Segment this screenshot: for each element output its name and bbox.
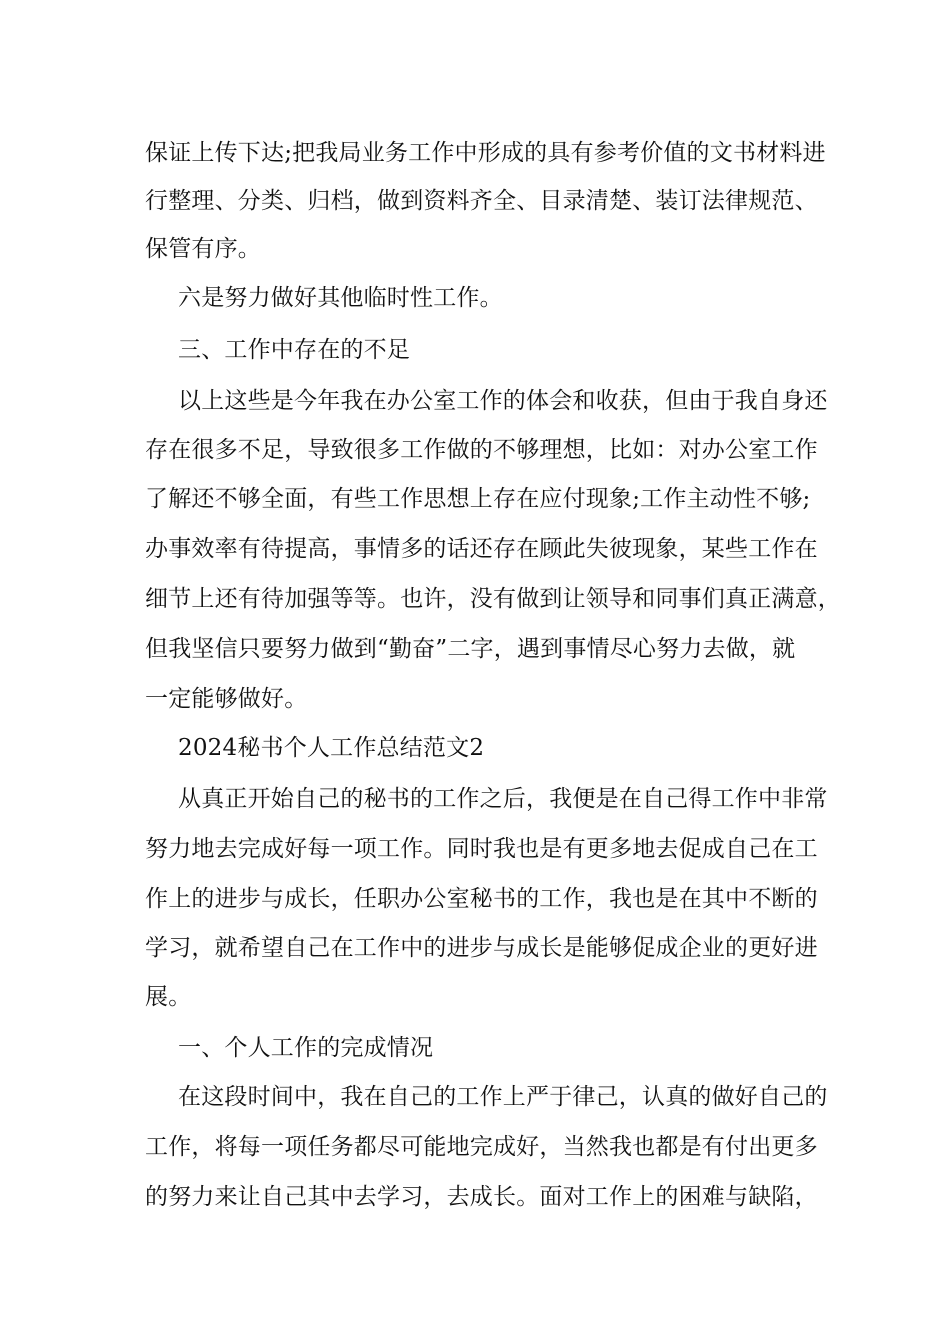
paragraph-line: 行整理、分类、归档，做到资料齐全、目录清楚、装订法律规范、 xyxy=(145,188,818,214)
paragraph-line: 在这段时间中，我在自己的工作上严于律己，认真的做好自己的 xyxy=(178,1084,828,1110)
paragraph-line: 但我坚信只要努力做到“勤奋”二字，遇到事情尽心努力去做，就 xyxy=(145,636,796,662)
section-heading: 一、个人工作的完成情况 xyxy=(178,1035,434,1061)
paragraph-line: 的努力来让自己其中去学习，去成长。面对工作上的困难与缺陷， xyxy=(145,1184,818,1210)
paragraph-line: 努力地去完成好每一项工作。同时我也是有更多地去促成自己在工 xyxy=(145,836,818,862)
section-heading: 三、工作中存在的不足 xyxy=(178,337,410,363)
paragraph-line: 一定能够做好。 xyxy=(145,686,308,712)
paragraph-line: 了解还不够全面，有些工作思想上存在应付现象;工作主动性不够; xyxy=(145,486,811,512)
paragraph-line: 存在很多不足，导致很多工作做的不够理想，比如：对办公室工作 xyxy=(145,437,818,463)
paragraph-line: 办事效率有待提高，事情多的话还存在顾此失彼现象，某些工作在 xyxy=(145,536,818,562)
paragraph-line: 工作，将每一项任务都尽可能地完成好，当然我也都是有付出更多 xyxy=(145,1134,818,1160)
paragraph-line: 以上这些是今年我在办公室工作的体会和收获，但由于我自身还 xyxy=(178,388,828,414)
paragraph-line: 六是努力做好其他临时性工作。 xyxy=(178,285,503,311)
article-title: 2024秘书个人工作总结范文2 xyxy=(178,735,485,761)
paragraph-line: 展。 xyxy=(145,984,192,1010)
paragraph-line: 作上的进步与成长，任职办公室秘书的工作，我也是在其中不断的 xyxy=(145,886,818,912)
paragraph-line: 学习，就希望自己在工作中的进步与成长是能够促成企业的更好进 xyxy=(145,935,818,961)
paragraph-line: 保证上传下达;把我局业务工作中形成的具有参考价值的文书材料进 xyxy=(145,140,826,166)
paragraph-line: 从真正开始自己的秘书的工作之后，我便是在自己得工作中非常 xyxy=(178,786,828,812)
paragraph-line: 保管有序。 xyxy=(145,236,261,262)
paragraph-line: 细节上还有待加强等等。也许，没有做到让领导和同事们真正满意， xyxy=(145,586,841,612)
